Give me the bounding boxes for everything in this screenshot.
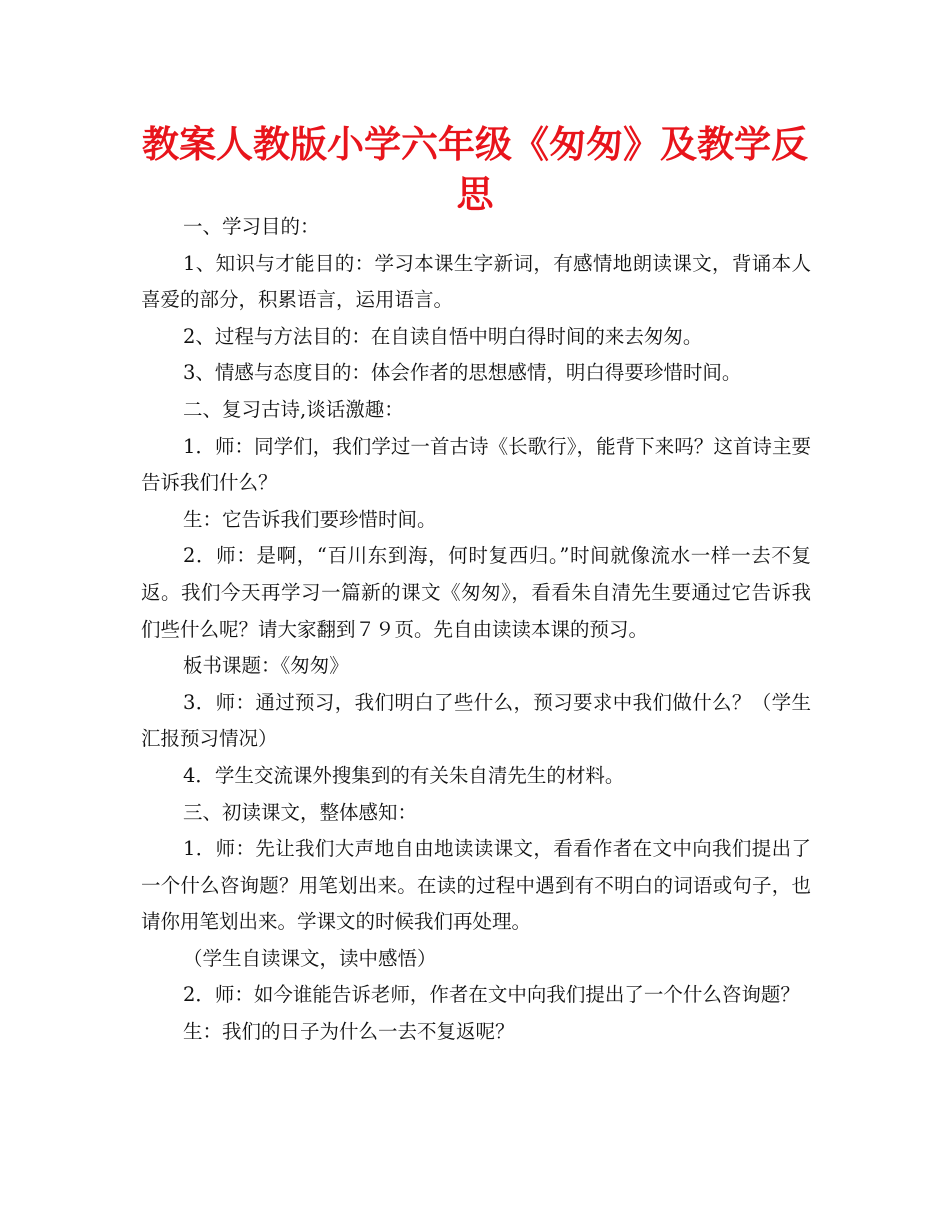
paragraph: 生：它告诉我们要珍惜时间。 — [183, 507, 437, 531]
paragraph: 3、情感与态度目的：体会作者的思想感情，明白得要珍惜时间。 — [183, 361, 742, 385]
paragraph: 3．师：通过预习，我们明白了些什么，预习要求中我们做什么？（学生汇报预习情况） — [141, 690, 811, 751]
document-body — [141, 209, 811, 1051]
paragraph: 4．学生交流课外搜集到的有关朱自清先生的材料。 — [183, 763, 625, 787]
paragraph: 2、过程与方法目的：在自读自悟中明白得时间的来去匆匆。 — [183, 324, 703, 348]
section-heading: 二、复习古诗,谈话激趣： — [183, 397, 404, 421]
section-heading: 三、初读课文，整体感知： — [183, 800, 418, 824]
paragraph: 1、知识与才能目的：学习本课生字新词，有感情地朗读课文，背诵本人喜爱的部分，积累语言，运用语言。 — [141, 251, 811, 312]
section-heading: 一、学习目的： — [183, 215, 320, 238]
paragraph: （学生自读课文，读中感悟） — [183, 946, 437, 970]
document-title: 教案人教版小学六年级《匆匆》及教学反思 — [142, 123, 808, 216]
paragraph: 生：我们的日子为什么一去不复返呢？ — [183, 1020, 515, 1044]
paragraph: 板书课题：《匆匆》 — [183, 654, 349, 678]
paragraph: 2．师：是啊，“百川东到海，何时复西归。”时间就像流水一样一去不复返。我们今天再学习一篇新的课文《匆匆》，看看朱自清先生要通过它告诉我们些什么呢？请大家翻到７９页。先自由读读本课的预习。 — [141, 544, 811, 641]
paragraph: 1．师：同学们，我们学过一首古诗《长歌行》，能背下来吗？这首诗主要告诉我们什么？ — [141, 434, 811, 495]
paragraph: 2．师：如今谁能告诉老师，作者在文中向我们提出了一个什么咨询题？ — [183, 983, 800, 1007]
paragraph: 1．师：先让我们大声地自由地读读课文，看看作者在文中向我们提出了一个什么咨询题？用笔划出来。在读的过程中遇到有不明白的词语或句子，也请你用笔划出来。学课文的时候我们再处理。 — [141, 837, 811, 934]
